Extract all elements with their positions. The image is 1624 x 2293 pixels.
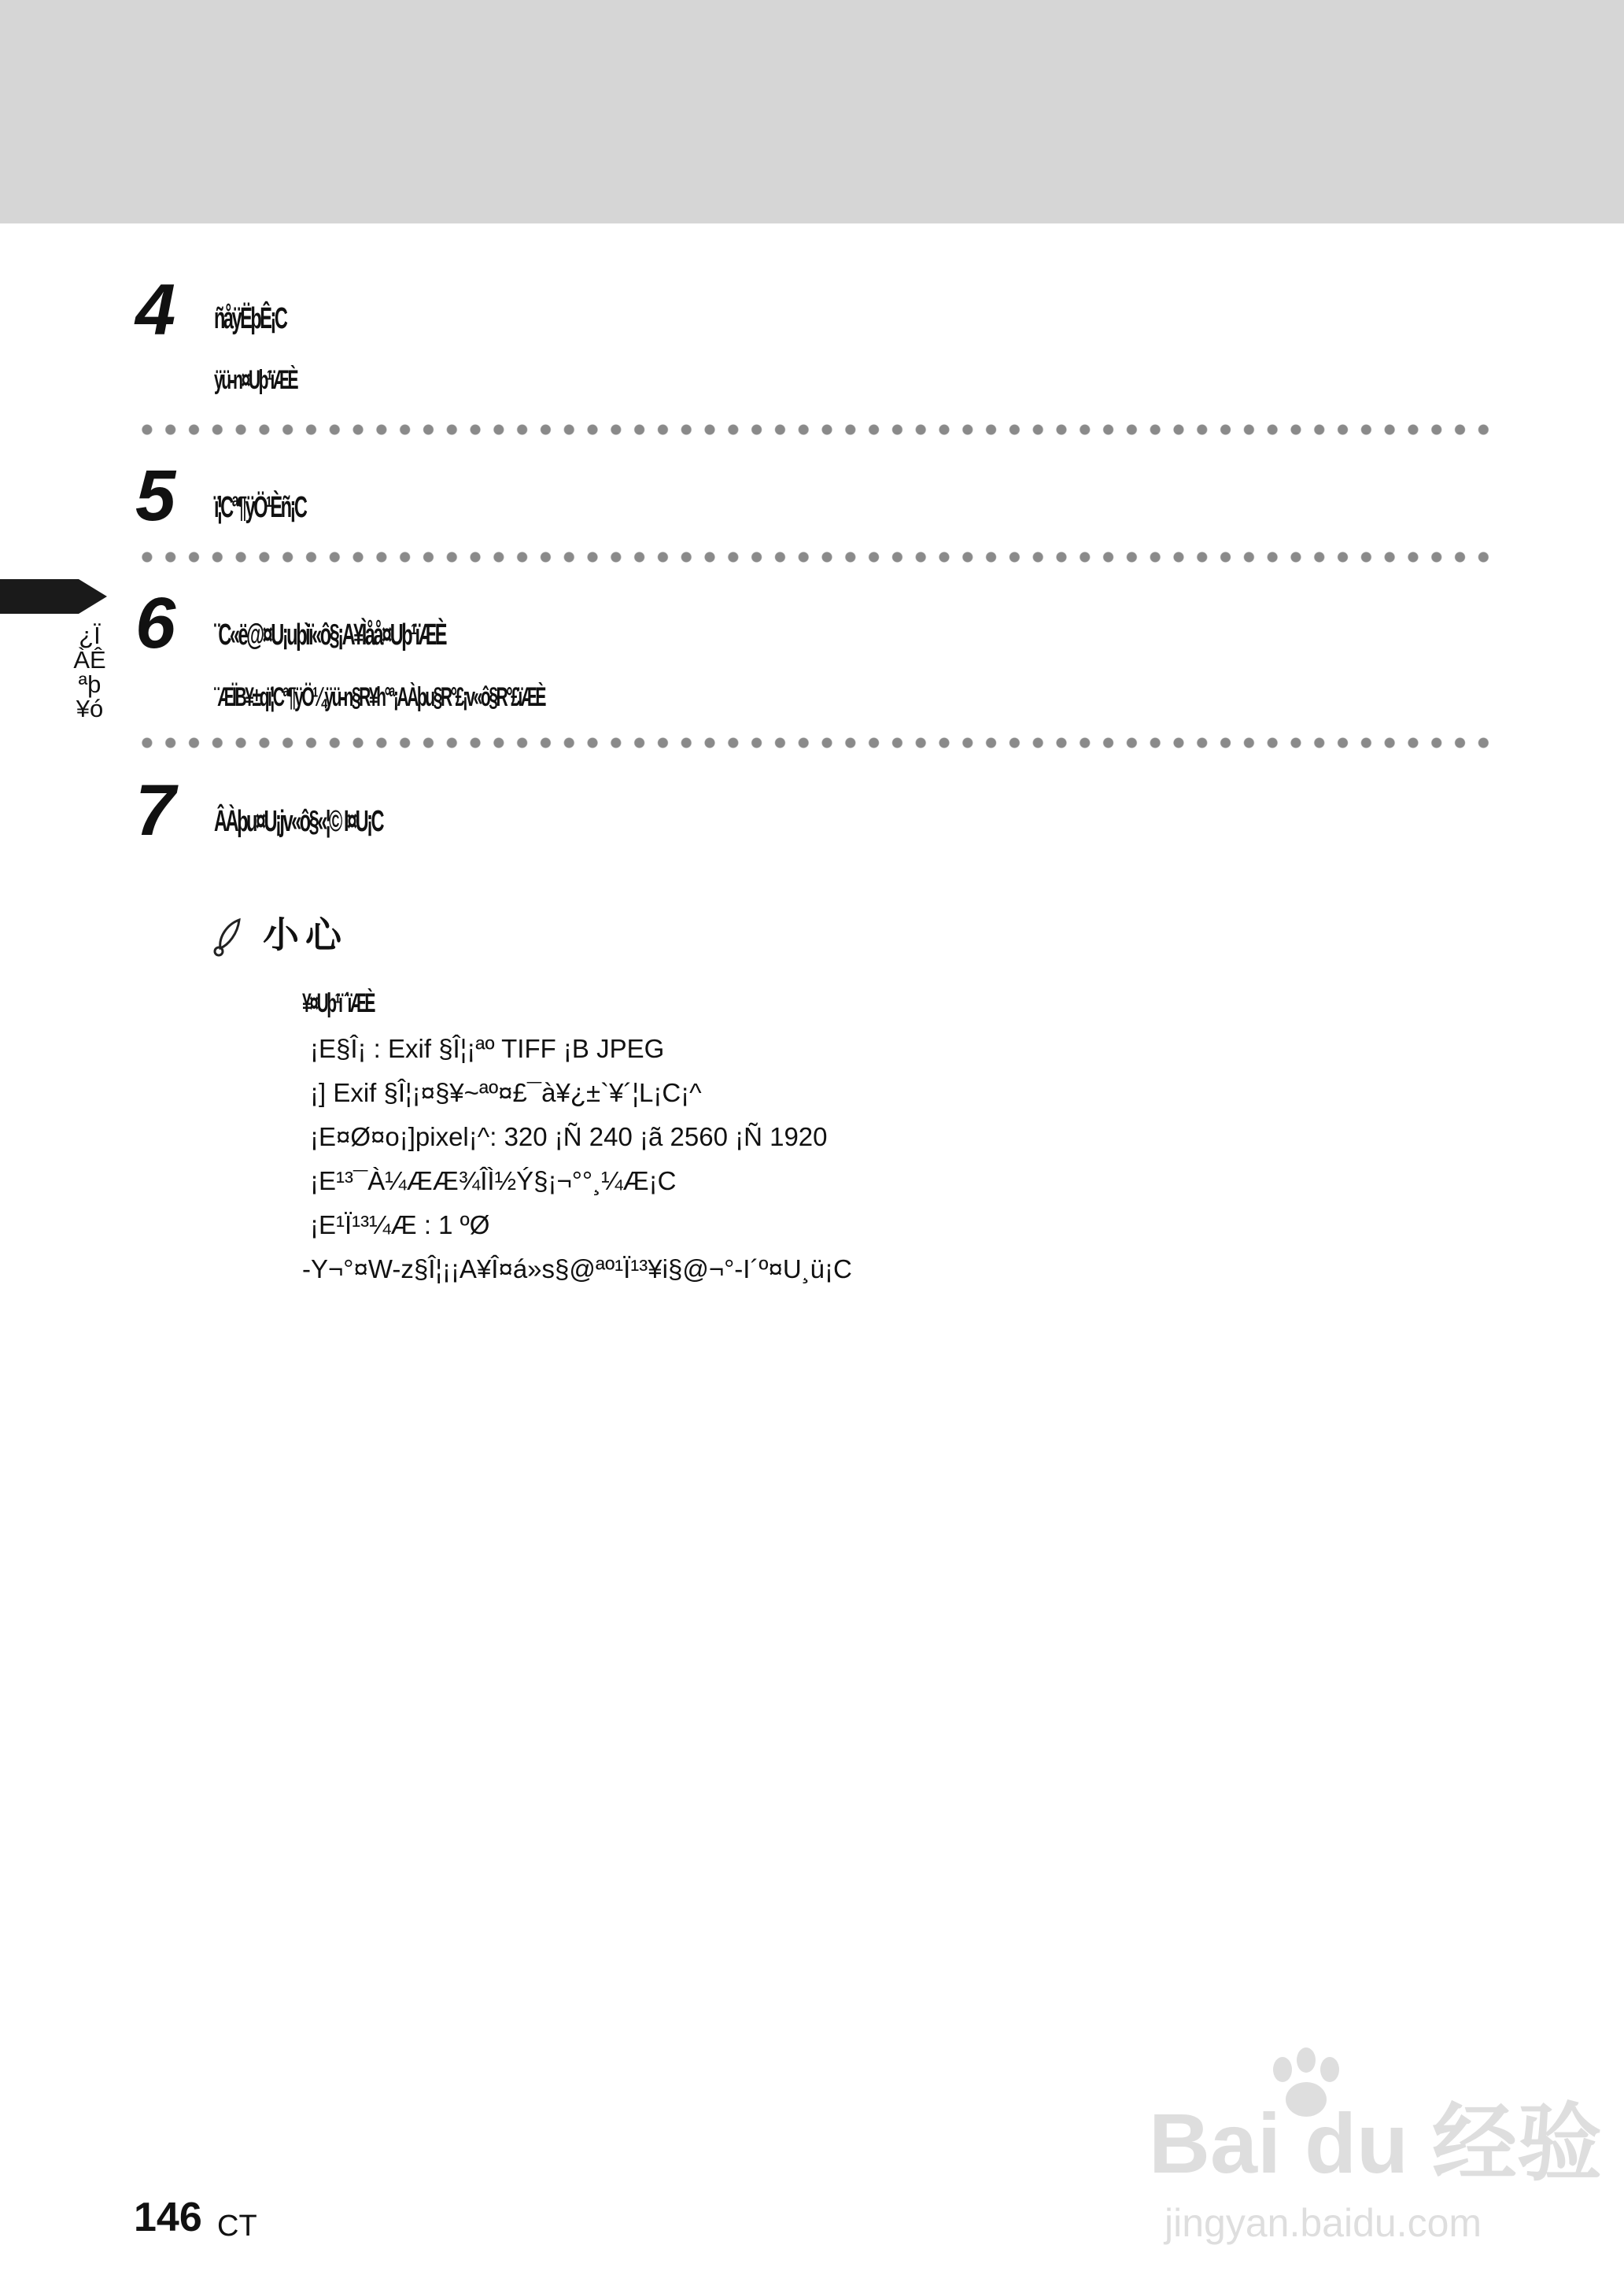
side-label-line: ¥ó <box>76 695 104 722</box>
section-tab-marker <box>0 579 79 614</box>
section-tab-arrow <box>79 579 107 614</box>
side-label-line: ÀÊ <box>73 646 106 674</box>
caution-leaf-icon <box>211 917 245 958</box>
dotted-separator <box>135 424 1495 435</box>
spec-line: ¡E§Î¡ : Exif §Î¦¡ªº TIFF ¡B JPEG <box>310 1034 665 1063</box>
spec-line: ¡] Exif §Î¦¡¤§¥~ªº¤£¯à¥¿±`¥´¦L¡C¡^ <box>310 1078 702 1107</box>
step-number: 7 <box>135 770 176 851</box>
spec-line: -Y¬°¤W-z§Î¦¡¡A¥Î¤á»s§@ªº¹Ï¹³¥i§@¬°-I´º¤U¸ü¡C <box>302 1254 852 1283</box>
step-number: 5 <box>135 456 176 536</box>
step-title: ï¦Cª¶ÿÖ¹Èñ¡C <box>214 491 306 524</box>
dotted-separator <box>135 552 1495 563</box>
page-code: CT <box>217 2210 257 2243</box>
caution-title: 小心 <box>263 914 348 955</box>
step-number: 6 <box>135 583 176 663</box>
dotted-separator <box>135 737 1495 748</box>
watermark-url: jingyan.baidu.com <box>1164 2201 1482 2245</box>
step-number: 4 <box>135 270 176 350</box>
section-side-label <box>66 623 113 721</box>
step-subtitle: ÿü-n¤Uþ¹ïÆÈ <box>214 365 297 395</box>
spec-line: ¡E¹Ï¹³¼Æ : 1 ºØ <box>310 1210 490 1239</box>
header-band <box>0 0 1624 223</box>
watermark-main: Bai du 经验 <box>1149 2095 1603 2191</box>
step-subtitle: ¨ÆÏB¥±qï¦Cª¶ÿÖ¼ÿü-n§R¥h°ª¡AÀþu§R°£¡v«ô§R°£ïÆÈ <box>214 682 544 712</box>
spec-line: ¡E¤Ø¤o¡]pixel¡^: 320 ¡Ñ 240 ¡ã 2560 ¡Ñ 1920 <box>310 1122 828 1151</box>
step-title: ¨C«ë@¤U¡uþìï«ô§¡A¥Ìåå¤Uþ¹ïÆÈ <box>214 618 445 652</box>
baidu-watermark <box>1149 2046 1603 2251</box>
step-title: ÂÀþu¤U¡jv«ô§«¦© I¤U¡C <box>214 805 383 838</box>
spec-line: ¡E¹³¯À¼ÆÆ¾ÎÌ½Ý§¡¬°°¸¼Æ¡C <box>310 1166 677 1195</box>
side-label-line: ¿Ï <box>79 622 101 649</box>
side-label-line: ªþ <box>78 670 102 698</box>
page-number: 146 <box>134 2195 202 2240</box>
caution-heading: ¥¤Uþ¹ï ´ïÆÈ <box>302 988 375 1018</box>
step-title: ñåÿËþÊ¡C <box>214 302 286 335</box>
